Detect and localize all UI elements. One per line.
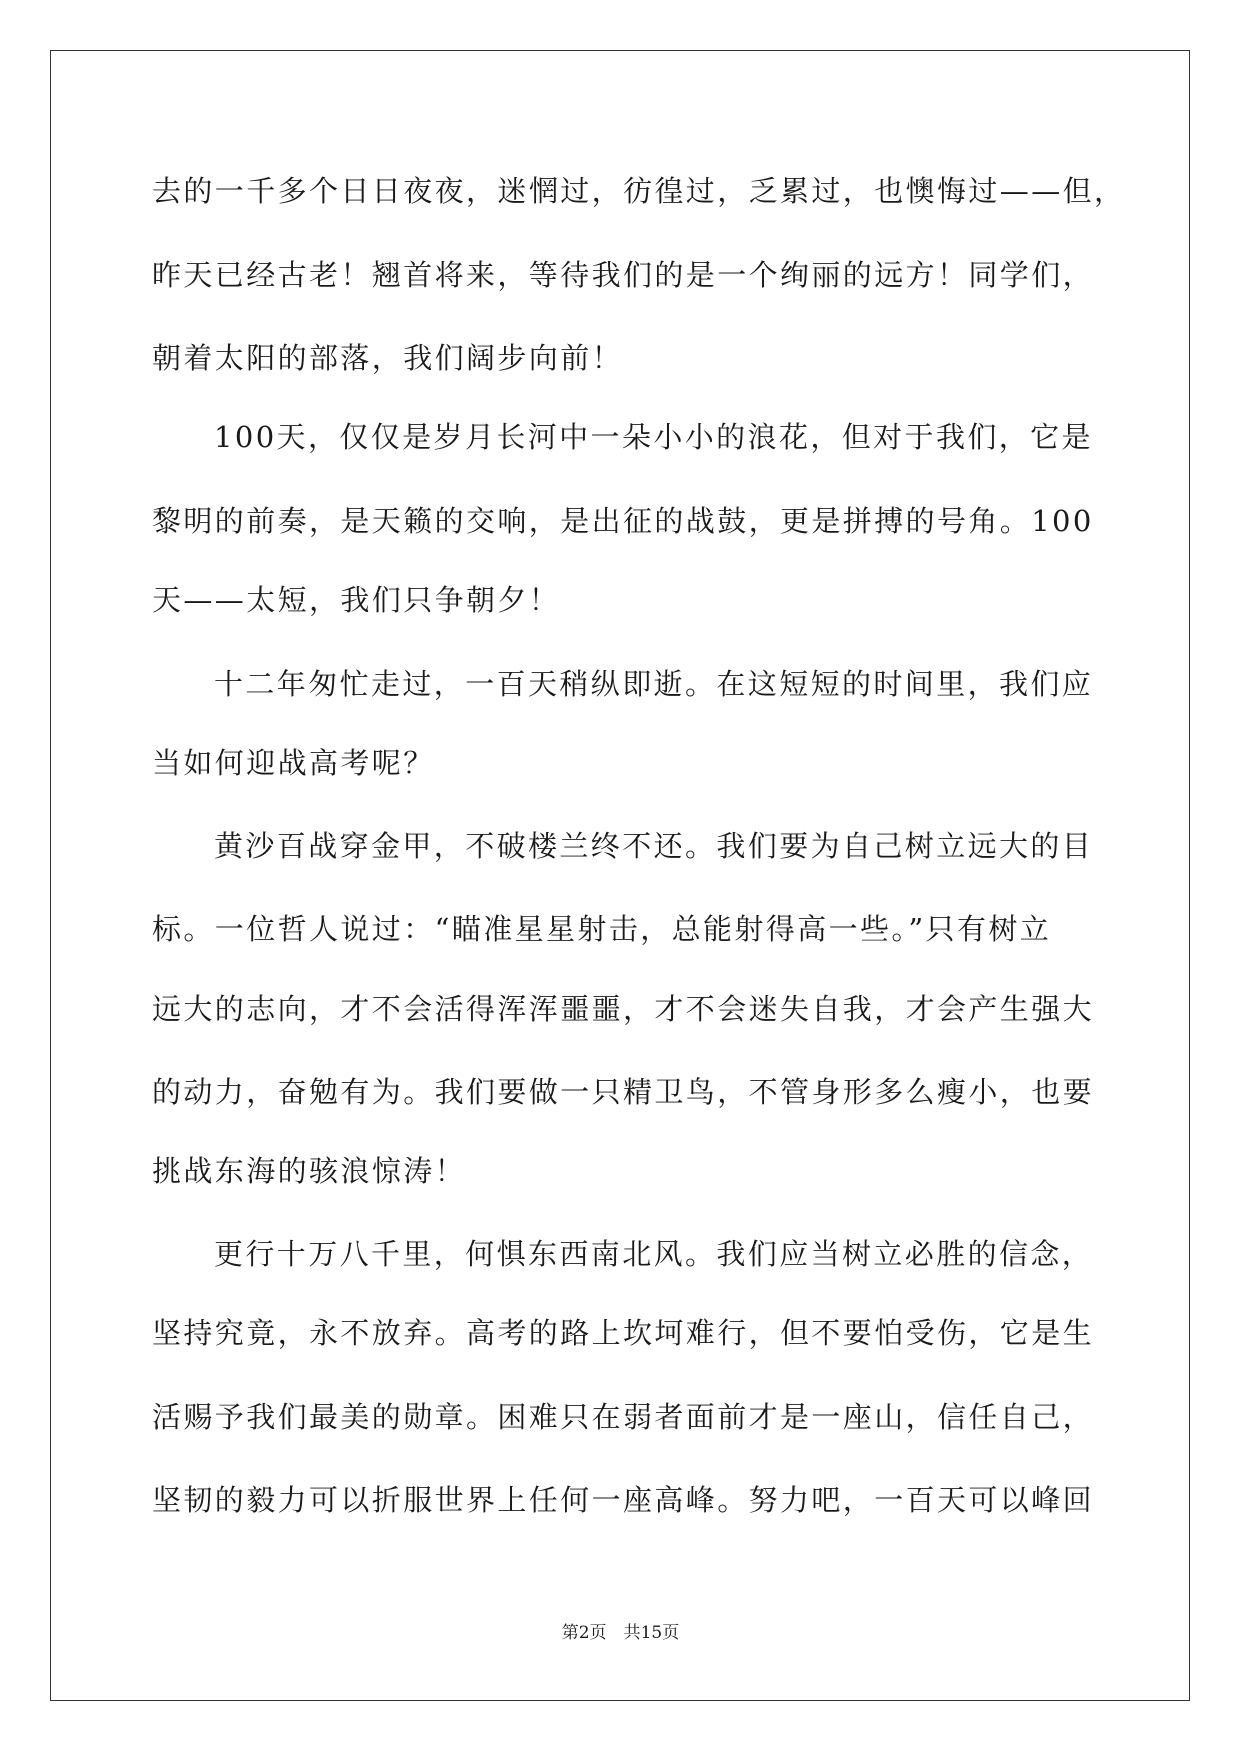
text-line: 坚韧的毅力可以折服世界上任何一座高峰。努力吧，一百天可以峰回 [152,1483,1095,1517]
text-line: 朝着太阳的部落，我们阔步向前！ [152,341,624,375]
text-line: 天——太短，我们只争朝夕！ [152,583,561,617]
text-line: 昨天已经古老！翘首将来，等待我们的是一个绚丽的远方！同学们， [152,258,1095,292]
paragraph-first-line: 十二年匆忙走过，一百天稍纵即逝。在这短短的时间里，我们应 [214,667,1094,701]
page-number-footer: 第2页 共15页 [561,1623,680,1643]
page-border [50,50,1190,1701]
text-line: 远大的志向，才不会活得浑浑噩噩，才不会迷失自我，才会产生强大 [152,992,1095,1026]
text-line: 坚持究竟，永不放弃。高考的路上坎坷难行，但不要怕受伤，它是生 [152,1316,1095,1350]
text-line: 的动力，奋勉有为。我们要做一只精卫鸟，不管身形多么瘦小，也要 [152,1075,1095,1109]
paragraph-first-line: 黄沙百战穿金甲，不破楼兰终不还。我们要为自己树立远大的目 [214,829,1094,863]
paragraph-first-line: 100天，仅仅是岁月长河中一朵小小的浪花，但对于我们，它是 [214,420,1093,454]
text-line: 黎明的前奏，是天籁的交响，是出征的战鼓，更是拼搏的号角。100 [152,504,1094,538]
text-line: 去的一千多个日日夜夜，迷惘过，彷徨过，乏累过，也懊悔过——但， [152,174,1126,208]
text-line: 活赐予我们最美的勋章。困难只在弱者面前才是一座山，信任自己， [152,1400,1095,1434]
text-line: 标。一位哲人说过：“瞄准星星射击，总能射得高一些。”只有树立 [152,912,1052,946]
text-line: 当如何迎战高考呢？ [152,746,435,780]
paragraph-first-line: 更行十万八千里，何惧东西南北风。我们应当树立必胜的信念， [214,1237,1094,1271]
text-line: 挑战东海的骇浪惊涛！ [152,1154,467,1188]
